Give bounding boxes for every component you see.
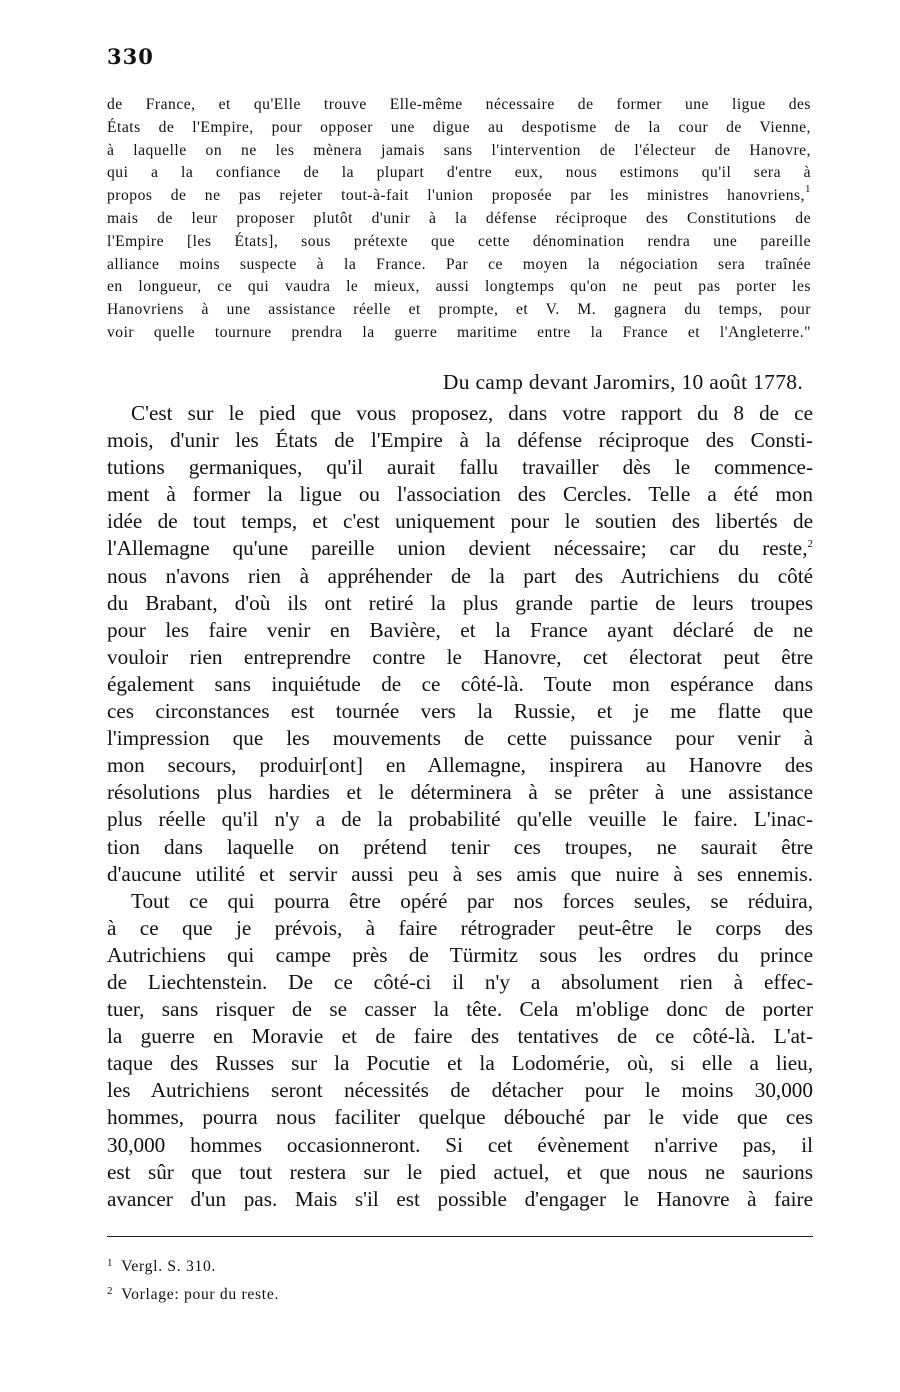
paragraph-line: d'aucune utilité et servir aussi peu à ses amis que nuire à ses ennemis. bbox=[107, 861, 813, 886]
quote-line: à laquelle on ne les mènera jamais sans l'intervention de l'électeur de Hanovre, bbox=[107, 141, 811, 159]
quote-line: de France, et qu'Elle trouve Elle-même nécessaire de former une ligue des bbox=[107, 96, 811, 113]
paragraph-line: l'impression que les mouvements de cette puissance pour venir à bbox=[107, 726, 813, 751]
quote-line: voir quelle tournure prendra la guerre maritime entre la France et l'Angleterre." bbox=[107, 323, 811, 341]
paragraph-line: pour les faire venir en Bavière, et la France ayant déclaré de ne bbox=[107, 617, 813, 642]
footnote-2 bbox=[107, 1279, 507, 1307]
footnote-ref-2: 2 bbox=[807, 538, 813, 551]
footnote-marker: 1 bbox=[107, 1257, 114, 1269]
quote-line: Hanovriens à une assistance réelle et prompte, et V. M. gagnera du temps, pour bbox=[107, 301, 811, 319]
paragraph-line: de Liechtenstein. De ce côté-ci il n'y a absolument rien à effec- bbox=[107, 969, 813, 994]
quote-line: mais de leur proposer plutôt d'unir à la défense réciproque des Constitutions de bbox=[107, 209, 811, 227]
footnote-ref-1: 1 bbox=[805, 183, 811, 196]
letter-body bbox=[107, 400, 813, 1213]
footnote-divider bbox=[107, 1236, 813, 1237]
paragraph-line: ment à former la ligue ou l'association des Cercles. Telle a été mon bbox=[107, 482, 813, 507]
paragraph-line: taque des Russes sur la Pocutie et la Lodomérie, où, si elle a lieu, bbox=[107, 1051, 813, 1076]
footnote-text: Vergl. S. 310. bbox=[121, 1258, 217, 1275]
paragraph-line: hommes, pourra nous faciliter quelque débouché par le vide que ces bbox=[107, 1105, 813, 1130]
quote-line: qui a la confiance de la plupart d'entre eux, nous estimons qu'il sera à bbox=[107, 164, 811, 182]
quote-line-text: propos de ne pas rejeter tout-à-fait l'union proposée par les ministres hanovriens, bbox=[107, 187, 805, 205]
footnote-text: Vorlage: pour du reste. bbox=[121, 1286, 280, 1303]
paragraph-line: à ce que je prévois, à faire rétrograder peut-être le corps des bbox=[107, 915, 813, 940]
quote-line: États de l'Empire, pour opposer une digue au despotisme de la cour de Vienne, bbox=[107, 118, 811, 136]
quoted-report-text bbox=[107, 94, 811, 345]
paragraph-line: vouloir rien entreprendre contre le Hanovre, cet électorat peut être bbox=[107, 644, 813, 669]
paragraph-line: tion dans laquelle on prétend tenir ces troupes, ne saurait être bbox=[107, 834, 813, 859]
paragraph-line: tutions germaniques, qu'il aurait fallu travailler dès le commence- bbox=[107, 455, 813, 480]
footnote-1 bbox=[107, 1251, 507, 1279]
paragraph-line: résolutions plus hardies et le déterminera à se prêter à une assistance bbox=[107, 780, 813, 805]
paragraph-line-with-footnote bbox=[107, 535, 813, 562]
paragraph-line: mois, d'unir les États de l'Empire à la défense réciproque des Consti- bbox=[107, 428, 813, 453]
letter-dateline: Du camp devant Jaromirs, 10 août 1778. bbox=[442, 370, 803, 394]
paragraph-line: la guerre en Moravie et de faire des tentatives de ce côté-là. L'at- bbox=[107, 1024, 813, 1049]
paragraph-line-text: l'Allemagne qu'une pareille union devient nécessaire; car du reste, bbox=[107, 536, 808, 561]
quote-line: l'Empire [les États], sous prétexte que cette dénomination rendra une pareille bbox=[107, 232, 811, 250]
paragraph-line: nous n'avons rien à appréhender de la part des Autrichiens du côté bbox=[107, 563, 813, 588]
quote-line: en longueur, ce qui vaudra le mieux, aussi longtemps qu'on ne peut pas porter les bbox=[107, 278, 811, 296]
footnote-marker: 2 bbox=[107, 1285, 114, 1297]
paragraph-line: tuer, sans risquer de se casser la tête. Cela m'oblige donc de porter bbox=[107, 997, 813, 1022]
paragraph-line: Tout ce qui pourra être opéré par nos forces seules, se réduira, bbox=[131, 888, 813, 913]
paragraph-line: ces circonstances est tournée vers la Russie, et je me flatte que bbox=[107, 699, 813, 724]
paragraph-line: Autrichiens qui campe près de Türmitz sous les ordres du prince bbox=[107, 942, 813, 967]
quote-line-with-footnote bbox=[107, 185, 811, 208]
paragraph-line: mon secours, produir[ont] en Allemagne, inspirera au Hanovre des bbox=[107, 753, 813, 778]
paragraph-line: avancer d'un pas. Mais s'il est possible d'engager le Hanovre à faire bbox=[107, 1186, 813, 1211]
paragraph-line: est sûr que tout restera sur le pied actuel, et que nous ne saurions bbox=[107, 1159, 813, 1184]
paragraph-line: C'est sur le pied que vous proposez, dans votre rapport du 8 de ce bbox=[131, 401, 813, 425]
paragraph-line: du Brabant, d'où ils ont retiré la plus grande partie de leurs troupes bbox=[107, 590, 813, 615]
footnotes bbox=[107, 1251, 507, 1307]
page-number: 330 bbox=[107, 44, 154, 69]
paragraph-line: idée de tout temps, et c'est uniquement pour le soutien des libertés de bbox=[107, 509, 813, 534]
paragraph-line: les Autrichiens seront nécessités de détacher pour le moins 30,000 bbox=[107, 1078, 813, 1103]
paragraph-line: 30,000 hommes occasionneront. Si cet évènement n'arrive pas, il bbox=[107, 1132, 813, 1157]
paragraph-line: également sans inquiétude de ce côté-là. Toute mon espérance dans bbox=[107, 671, 813, 696]
paragraph-line: plus réelle qu'il n'y a de la probabilité qu'elle veuille le faire. L'inac- bbox=[107, 807, 813, 832]
quote-line: alliance moins suspecte à la France. Par ce moyen la négociation sera traînée bbox=[107, 255, 811, 273]
